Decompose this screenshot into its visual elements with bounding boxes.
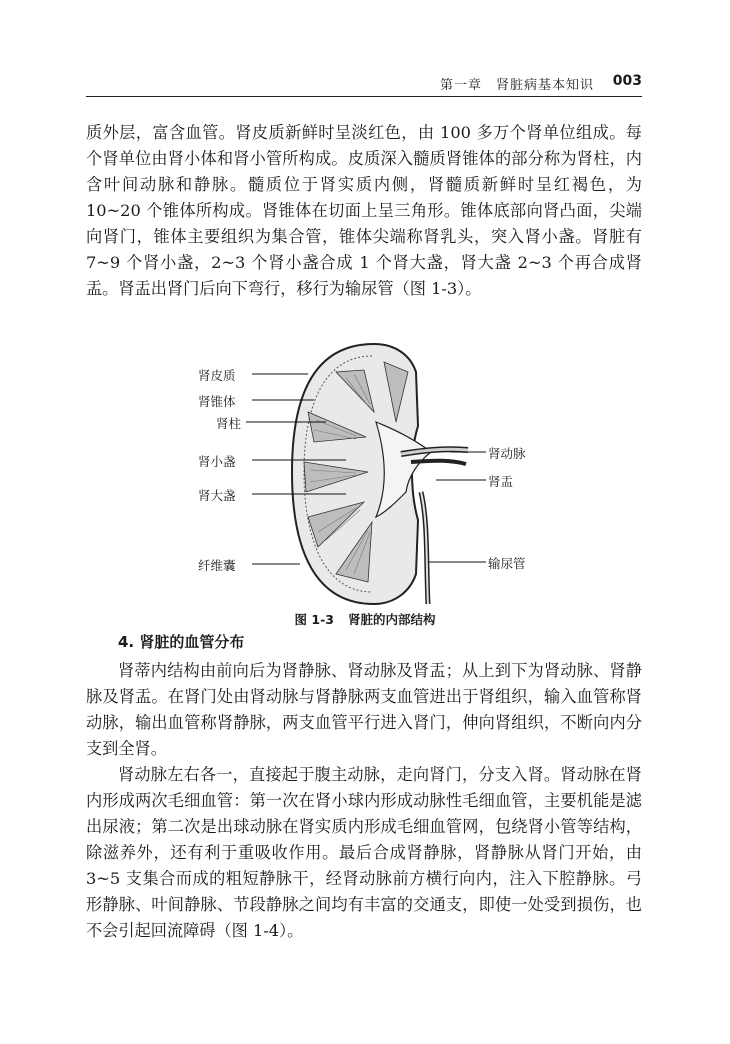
figure-caption [0,610,730,628]
label-renal-artery: 肾动脉 [488,446,526,461]
paragraph-renal-artery: 肾动脉左右各一，直接起于腹主动脉，走向肾门，分支入肾。肾动脉在肾内形成两次毛细血管：第一次在肾小球内形成动脉性毛细血管，主要机能是滤出尿液；第二次是出球动脉在肾实质内形成毛细血管网，包绕肾小管等结构，除滋养外，还有利于重吸收作用。最后合成肾静脉，肾静脉从肾门开始，由 3~5 支集合而成的粗短静脉干，经肾动脉前方横行向内，注入下腔静脉。弓形静脉、叶间静脉、节段静脉之间均有丰富的交通支，即使一处受到损伤，也不会引起回流障碍（图 1-4）。 [86,765,642,940]
kidney-figure [196,342,536,607]
label-minor-calyx: 肾小盏 [198,454,236,469]
label-column: 肾柱 [216,416,242,431]
kidney-illustration [196,342,536,607]
label-capsule: 纤维囊 [198,558,236,573]
caption-number: 图 1-3 [294,612,334,627]
section-heading: 4. 肾脏的血管分布 [118,633,245,651]
running-header [86,70,642,97]
paragraph-renal-pedicle: 肾蒂内结构由前向后为肾静脉、肾动脉及肾盂；从上到下为肾动脉、肾静脉及肾盂。在肾门处由肾动脉与肾静脉两支血管进出于肾组织，输入血管称肾动脉，输出血管称肾静脉，两支血管平行进入肾门，伸向肾组织，不断向内分支到全肾。 [86,661,642,758]
label-cortex: 肾皮质 [198,368,236,383]
chapter-title: 第一章 肾脏病基本知识 [439,78,594,93]
caption-text: 肾脏的内部结构 [347,612,436,627]
label-pyramid: 肾锥体 [198,394,236,409]
page-number: 003 [612,73,642,89]
paragraph-kidney-structure: 质外层，富含血管。肾皮质新鲜时呈淡红色，由 100 多万个肾单位组成。每个肾单位由肾小体和肾小管所构成。皮质深入髓质肾锥体的部分称为肾柱，内含叶间动脉和静脉。髓质位于肾实质内侧，肾髓质新鲜时呈红褐色，为 10~20 个锥体所构成。肾锥体在切面上呈三角形。锥体底部向肾凸面，尖端向肾门，锥体主要组织为集合管，锥体尖端称肾乳头，突入肾小盏。肾脏有 7~9 个肾小盏，2~3 个肾小盏合成 1 个肾大盏，肾大盏 2~3 个再合成肾盂。肾盂出肾门后向下弯行，移行为输尿管（图 1-3）。 [86,123,642,298]
label-renal-pelvis: 肾盂 [488,474,514,489]
label-major-calyx: 肾大盏 [198,488,236,503]
label-ureter: 输尿管 [488,556,526,571]
